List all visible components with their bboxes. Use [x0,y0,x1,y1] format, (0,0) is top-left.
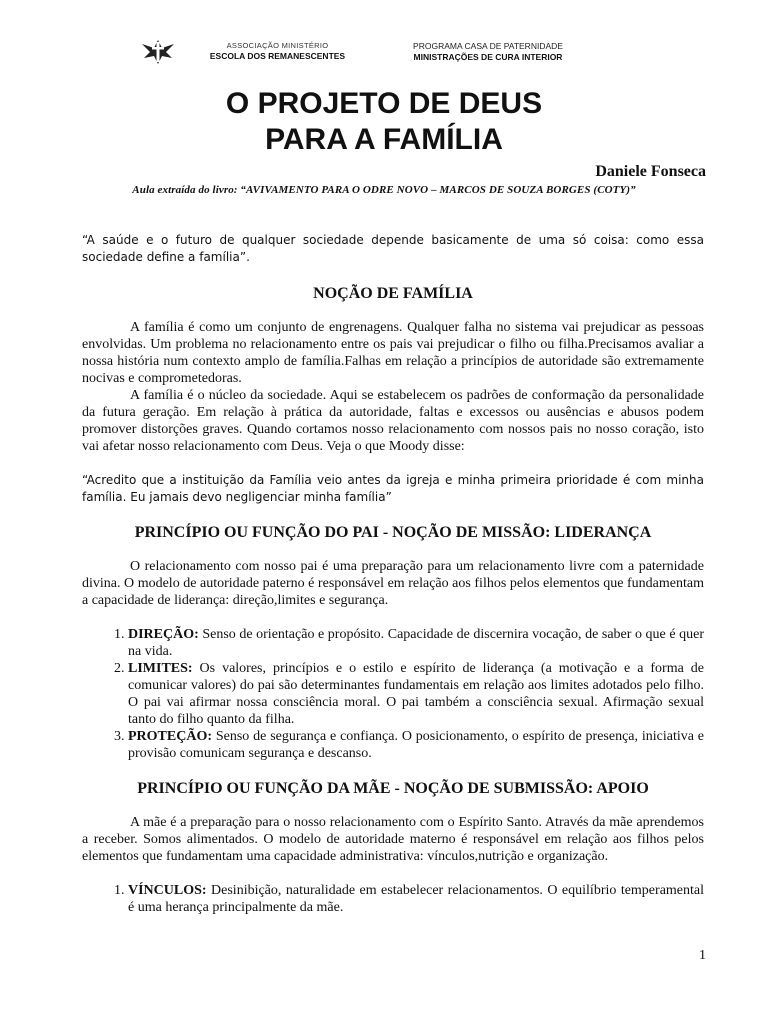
paragraph: A família é o núcleo da sociedade. Aqui se estabelecem os padrões de conformação da personalidade da futura geração. Em relação à prática da autoridade, faltas e excessos ou ausências e abusos podem promover distorções graves. Quando cortamos nosso relacionamento com nossos pais no nosso coração, isto vai afetar nosso relacionamento com Deus. Veja o que Moody disse: [82,388,704,454]
list-item-text: Os valores, princípios e o estilo e espírito de liderança (a motivação e a forma de comunicar valores) do pai são determinantes fundamentais em relação aos limites adotados pelo filho. O pai vai afirmar nossa consciência moral. O pai também a consciência sexual. Afirmação sexual tanto do filho quanto da filha. [128,661,704,727]
list-item [128,626,704,660]
title-line2: PARA A FAMÍLIA [265,123,503,156]
page-number: 1 [699,948,706,963]
paragraph: A família é como um conjunto de engrenagens. Qualquer falha no sistema vai prejudicar as pessoas envolvidas. Um problema no relacionamento entre os pais vai prejudicar o filho ou filha.Precisamos avaliar a nossa história num contexto amplo de família.Falhas em relação a princípios de autoridade são extremamente nocivas e comprometedoras. [82,320,704,386]
header-program-line1: PROGRAMA CASA DE PATERNIDADE [413,41,563,51]
source-prefix: Aula extraída do livro: [132,184,238,196]
source-text: “AVIVAMENTO PARA O ODRE NOVO – MARCOS DE SOUZA BORGES (COTY)” [237,184,636,196]
list-item-term: DIREÇÃO: [128,627,199,642]
header-ministry-line2: ESCOLA DOS REMANESCENTES [209,51,346,61]
list-item-term: LIMITES: [128,661,193,676]
page-header [138,38,578,68]
opening-quote: “A saúde e o futuro de qualquer sociedade depende basicamente de uma só coisa: como essa sociedade define a família”. [82,233,704,264]
section-heading-pai: PRINCÍPIO OU FUNÇÃO DO PAI - NOÇÃO DE MISSÃO: LIDERANÇA [134,524,652,541]
document-body [82,232,704,916]
list-item-term: VÍNCULOS: [128,883,207,898]
ministry-logo-icon [138,38,178,70]
header-ministry [190,41,365,61]
title-line1: O PROJETO DE DEUS [225,87,543,120]
moody-quote: “Acredito que a instituição da Família veio antes da igreja e minha primeira prioridade é com minha família. Eu jamais devo negligenciar minha família” [82,473,704,504]
list-item-text: Senso de orientação e propósito. Capacidade de discernira vocação, de saber o que é quer na vida. [128,627,704,659]
list-item [128,882,704,916]
paragraph: O relacionamento com nosso pai é uma preparação para um relacionamento livre com a paternidade divina. O modelo de autoridade paterno é responsável em relação aos filhos pelos elementos que fundamentam a capacidade de liderança: direção,limites e segurança. [82,559,704,608]
father-principles-list [82,626,704,762]
list-item [128,728,704,762]
header-ministry-line1: ASSOCIAÇÃO MINISTÉRIO [226,41,329,50]
section-heading-familia: NOÇÃO DE FAMÍLIA [313,285,473,302]
header-program [393,41,583,62]
author-name: Daniele Fonseca [595,163,706,180]
document-title [0,86,768,158]
header-program-line2: MINISTRAÇÕES DE CURA INTERIOR [413,52,563,62]
list-item-term: PROTEÇÃO: [128,729,212,744]
source-citation [0,184,768,196]
list-item-text: Desinibição, naturalidade em estabelecer relacionamentos. O equilíbrio temperamental é uma herança principalmente da mãe. [128,883,704,915]
list-item [128,660,704,728]
paragraph: A mãe é a preparação para o nosso relacionamento com o Espírito Santo. Através da mãe aprendemos a receber. Somos alimentados. O modelo de autoridade materno é responsável em relação aos filhos pelos elementos que fundamentam uma capacidade administrativa: vínculos,nutrição e organização. [82,815,704,864]
list-item-text: Senso de segurança e confiança. O posicionamento, o espírito de presença, iniciativa e provisão comunicam segurança e descanso. [128,729,704,761]
mother-principles-list [82,882,704,916]
section-heading-mae: PRINCÍPIO OU FUNÇÃO DA MÃE - NOÇÃO DE SUBMISSÃO: APOIO [137,780,649,797]
